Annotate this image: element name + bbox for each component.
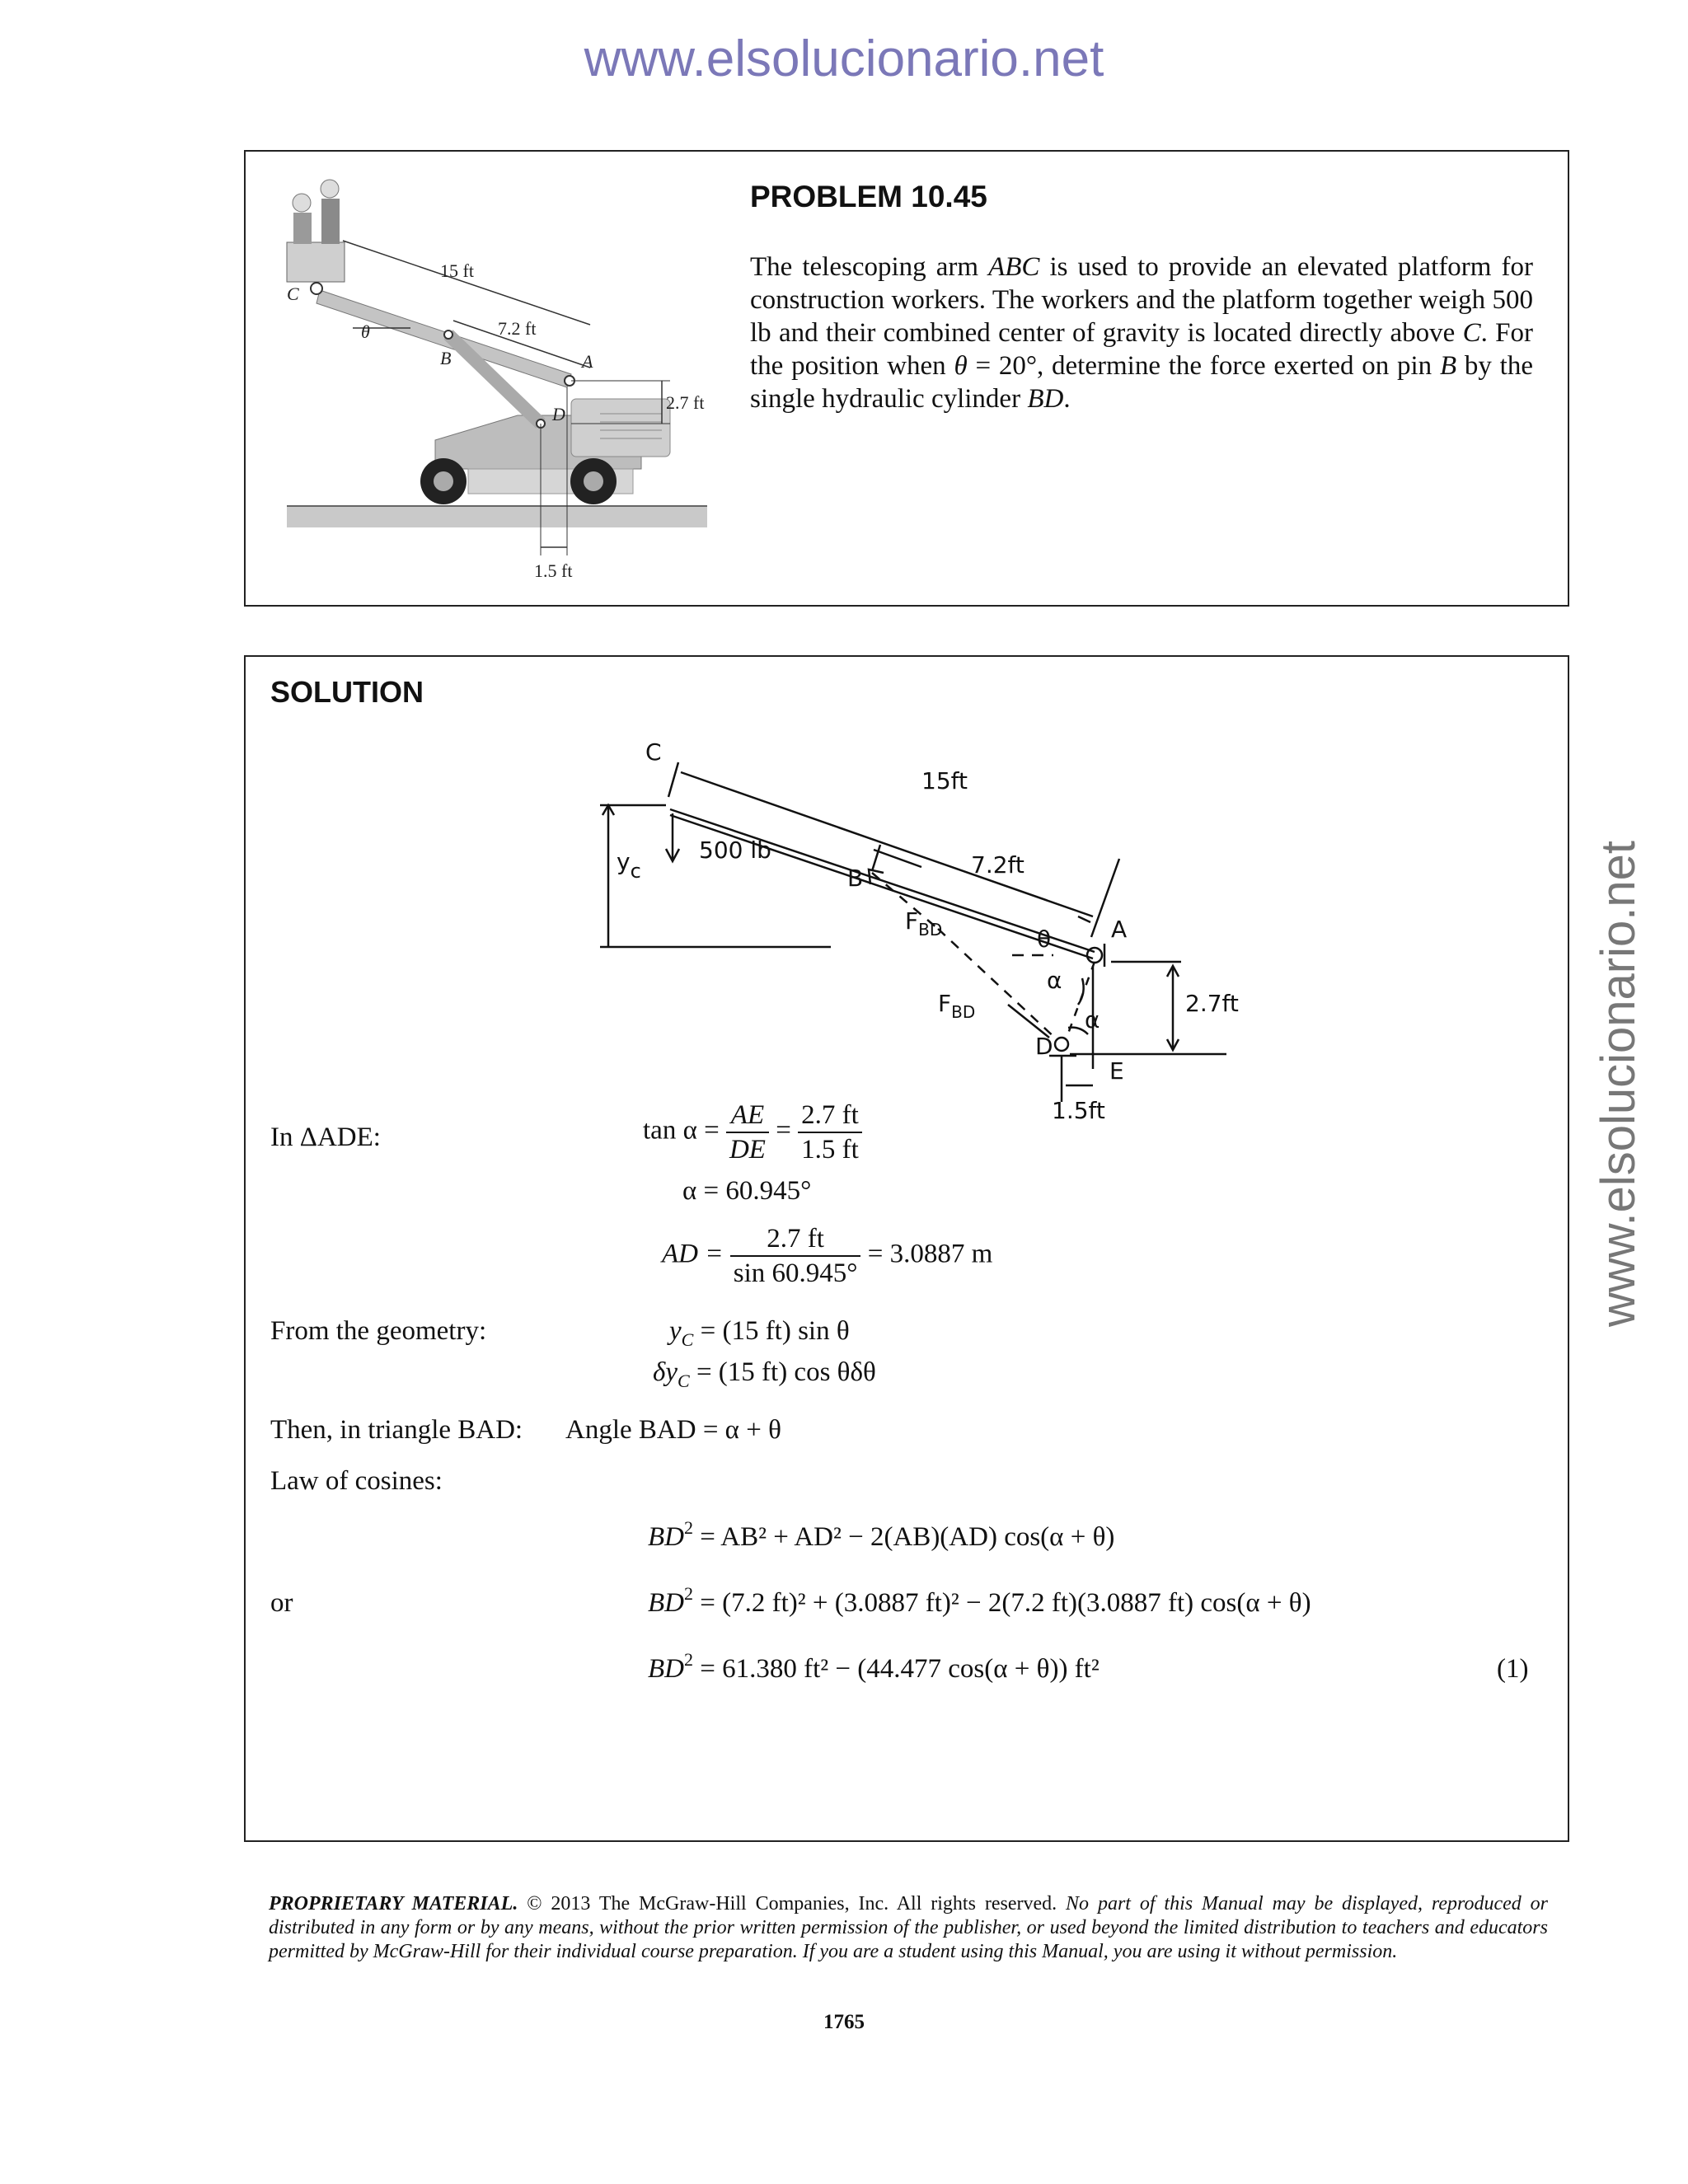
sketch-label-15ft: 15ft xyxy=(921,767,968,794)
label-or: or xyxy=(270,1588,293,1618)
fig-label-c: C xyxy=(287,284,299,304)
label-law-of-cosines: Law of cosines: xyxy=(270,1466,443,1496)
sketch-label-fbd-2: $F_{BD}$ xyxy=(938,990,976,1022)
solution-title: SOLUTION xyxy=(270,675,424,709)
sketch-label-alpha-1: α xyxy=(1047,967,1062,994)
sketch-label-theta: θ xyxy=(1037,926,1052,953)
eq-law-2: $BD^2 = (7.2$ ft)² + (3.0887 ft)² − 2(7.2 ft)(3.0887 ft) cos(α + θ) xyxy=(648,1583,1311,1618)
sketch-label-72ft: 7.2ft xyxy=(971,851,1025,879)
basket xyxy=(287,242,345,282)
sketch-label-15ft-b: 1.5ft xyxy=(1052,1097,1105,1124)
eq-alpha-value: α = 60.945° xyxy=(682,1176,812,1206)
eq-yc: $y_C = (15$ ft) sin θ xyxy=(669,1316,850,1350)
sketch-label-27ft: 2.7ft xyxy=(1185,990,1239,1017)
watermark-top: www.elsolucionario.net xyxy=(584,30,1104,87)
sketch-label-fbd-1: $F_{BD}$ xyxy=(905,907,943,940)
cylinder-bd xyxy=(448,335,541,424)
problem-figure xyxy=(246,152,707,597)
fig-label-27ft: 2.7 ft xyxy=(666,392,705,413)
sketch-label-b: B xyxy=(847,865,864,892)
fig-label-theta: θ xyxy=(361,321,370,342)
fig-label-15ft: 15 ft xyxy=(440,260,474,281)
sketch-label-e: E xyxy=(1109,1057,1124,1085)
sketch-label-d: D xyxy=(1035,1033,1053,1060)
equation-number: (1) xyxy=(1497,1654,1529,1684)
label-from-geometry: From the geometry: xyxy=(270,1316,487,1346)
solution-box xyxy=(244,655,1569,1842)
footer-notice: PROPRIETARY MATERIAL. © 2013 The McGraw-Hill Companies, Inc. All rights reserved. No part of this Manual may be displayed, reproduced or distributed in any form or by any means, without the prior written permission of the publisher, or used beyond the limited distribution to teachers and educators permitted by McGraw-Hill for their individual course preparation. If you are a student using this Manual, you are using it without permission. xyxy=(269,1893,1548,1962)
eq-law-1: $BD^2 = AB^2 + AD^2 - 2(AB)(AD) \cos(\alpha + \theta)$ xyxy=(648,1517,1115,1552)
sketch-label-yc: yc xyxy=(617,848,641,883)
sketch-label-c: C xyxy=(645,738,662,766)
eq-angle-bad: Angle BAD = α + θ xyxy=(565,1415,781,1445)
watermark-side: www.elsolucionario.net xyxy=(1592,841,1645,1327)
sketch-label-alpha-2: α xyxy=(1085,1006,1100,1033)
cab xyxy=(571,399,670,457)
fig-label-d: D xyxy=(552,404,565,424)
eq-law-3: $BD^2 = 61.380$ ft² − (44.477 cos(α + θ)) ft² xyxy=(648,1649,1100,1684)
fig-label-a: A xyxy=(582,351,593,372)
fig-label-b: B xyxy=(440,348,452,368)
fig-label-72ft: 7.2 ft xyxy=(498,318,537,339)
ground xyxy=(287,506,707,527)
sketch-label-weight: 500 lb xyxy=(699,837,771,864)
eq-ad: AD = $\frac{2.7 ft}{\sin 60.945^\circ}$ = 3.0887 m xyxy=(662,1224,993,1288)
eq-delta-yc: $\delta y_C = (15$ ft) cos θδθ xyxy=(653,1357,876,1391)
problem-text: The telescoping arm ABC is used to provide an elevated platform for construction workers. The workers and the platform together weigh 500 lb and their combined center of gravity is located directly above C. For the position when θ = 20°, determine the force exerted on pin B by the single hydraulic cylinder BD. xyxy=(750,252,1534,414)
fig-label-15ft-b: 1.5 ft xyxy=(534,560,573,581)
problem-title: PROBLEM 10.45 xyxy=(750,180,987,213)
label-then-triangle: Then, in triangle BAD: xyxy=(270,1415,523,1445)
solution-sketch xyxy=(575,682,1317,1127)
eq-tan-alpha: tan α = $\frac{AE}{DE}$ = $\frac{2.7 ft}{1.5 ft}$ xyxy=(643,1099,862,1166)
label-in-ade: In ΔADE: xyxy=(270,1122,381,1152)
problem-box xyxy=(244,150,1569,607)
page-number: 1765 xyxy=(823,2011,865,2033)
sketch-label-a: A xyxy=(1111,916,1128,943)
